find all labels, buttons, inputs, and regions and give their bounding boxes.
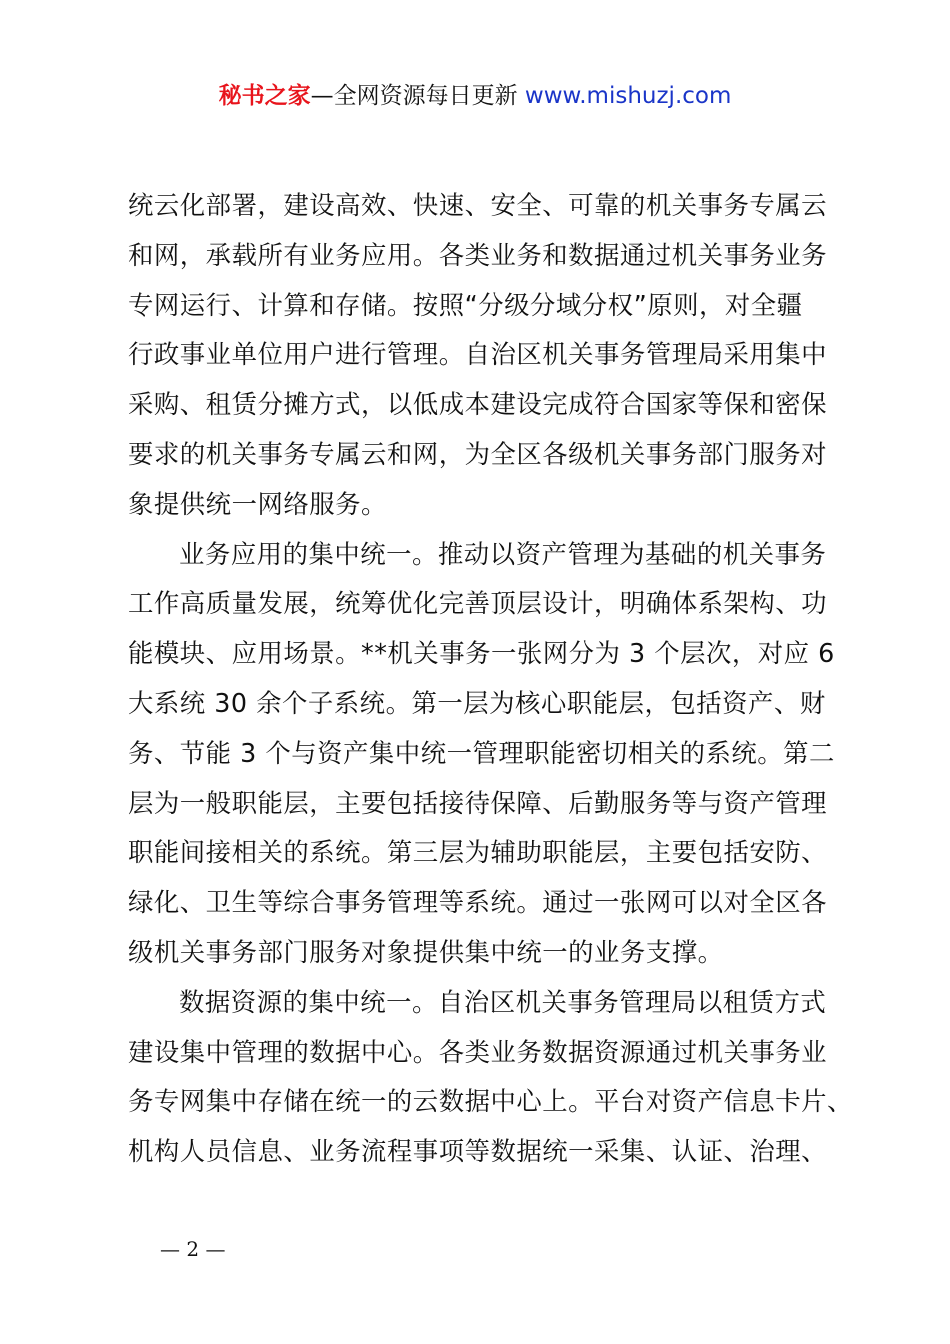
text-line: 级机关事务部门服务对象提供集中统一的业务支撑。 [128, 936, 724, 967]
text-line: 务、节能 3 个与资产集中统一管理职能密切相关的系统。第二 [128, 737, 835, 768]
text-line: 大系统 30 余个子系统。第一层为核心职能层，包括资产、财 [128, 687, 826, 718]
text-line: 象提供统一网络服务。 [128, 488, 387, 519]
text-line: 机构人员信息、业务流程事项等数据统一采集、认证、治理、 [128, 1136, 828, 1167]
text-line: 层为一般职能层，主要包括接待保障、后勤服务等与资产管理 [128, 787, 828, 818]
text-line: 务专网集中存储在统一的云数据中心上。平台对资产信息卡片、 [128, 1086, 853, 1117]
site-banner [0, 80, 950, 112]
document-body [128, 183, 853, 1179]
text-line: 职能间接相关的系统。第三层为辅助职能层，主要包括安防、 [128, 837, 828, 868]
text-line: 采购、租赁分摊方式，以低成本建设完成符合国家等保和密保 [128, 389, 828, 420]
text-line: 专网运行、计算和存储。按照“分级分域分权”原则，对全疆 [128, 289, 803, 320]
text-line: 统云化部署，建设高效、快速、安全、可靠的机关事务专属云 [128, 190, 828, 220]
text-line: 建设集中管理的数据中心。各类业务数据资源通过机关事务业 [128, 1036, 828, 1067]
paragraph-start-line: 业务应用的集中统一。推动以资产管理为基础的机关事务 [179, 538, 827, 569]
site-slogan: —全网资源每日更新 [310, 83, 525, 109]
text-line: 绿化、卫生等综合事务管理等系统。通过一张网可以对全区各 [128, 887, 828, 918]
page-number: — 2 — [160, 1237, 226, 1261]
text-line: 能模块、应用场景。**机关事务一张网分为 3 个层次，对应 6 [128, 638, 835, 669]
text-line: 要求的机关事务专属云和网，为全区各级机关事务部门服务对 [128, 438, 828, 469]
site-url[interactable]: www.mishuzj.com [524, 83, 732, 109]
text-line: 行政事业单位用户进行管理。自治区机关事务管理局采用集中 [128, 339, 828, 370]
site-brand: 秘书之家 [218, 83, 311, 109]
text-line: 和网，承载所有业务应用。各类业务和数据通过机关事务业务 [128, 239, 828, 270]
text-line: 工作高质量发展，统筹优化完善顶层设计，明确体系架构、功 [128, 588, 828, 619]
paragraph-start-line: 数据资源的集中统一。自治区机关事务管理局以租赁方式 [179, 986, 827, 1017]
